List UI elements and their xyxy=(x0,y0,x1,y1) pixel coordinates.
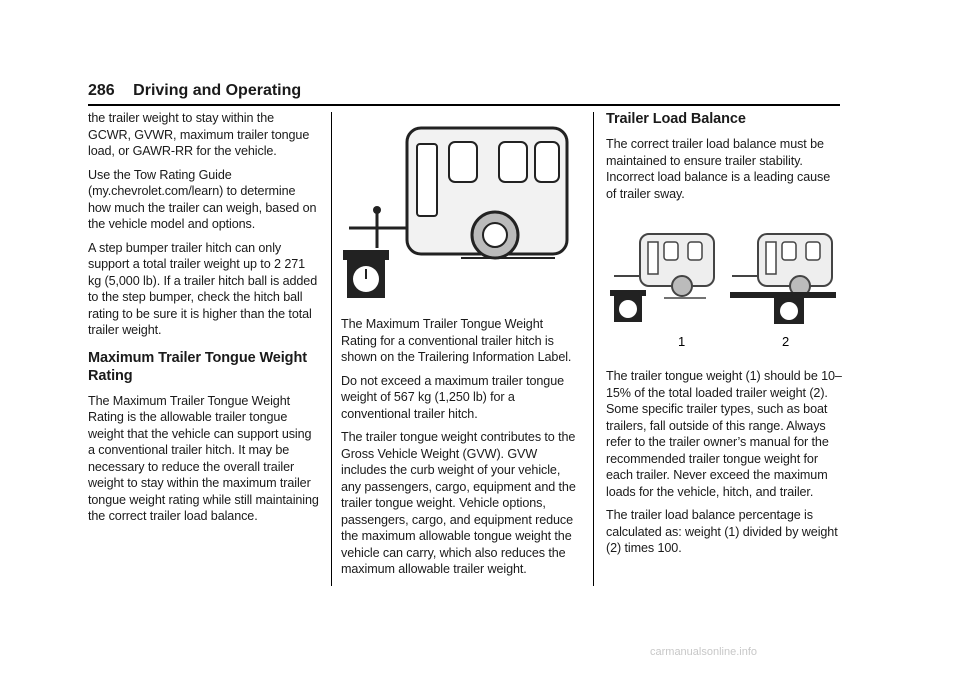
column-divider xyxy=(331,112,332,586)
page-header xyxy=(88,82,301,104)
heading-trailer-load-balance: Trailer Load Balance xyxy=(606,111,746,127)
paragraph-label-location: The Maximum Trailer Tongue Weight Rating for a conventional trailer hitch is shown on the Trailering Information Label. xyxy=(341,317,572,364)
section-title: Driving and Operating xyxy=(133,82,302,99)
paragraph-load-balance-intro: The correct trailer load balance must be maintained to ensure trailer stability. Incorrect load balance is a leading cause of trailer sway. xyxy=(606,137,831,201)
heading-max-tongue-weight: Maximum Trailer Tongue Weight Rating xyxy=(88,349,307,384)
page-number: 286 xyxy=(88,82,115,99)
paragraph-max-tongue-weight: The Maximum Trailer Tongue Weight Rating is the allowable trailer tongue weight that the vehicle can support using a conventional trailer hitch. It may be necessary to reduce the overall trailer weight to stay within the maximum trailer tongue weight rating while still maintaining the correct trailer load balance. xyxy=(88,393,319,523)
column-middle xyxy=(341,110,579,585)
header-rule xyxy=(88,104,840,106)
watermark: carmanualsonline.info xyxy=(650,646,758,658)
paragraph-step-bumper: A step bumper trailer hitch can only support a total trailer weight up to 2 271 kg (5,000 lb). If a trailer hitch ball is added to the step bumper, check the hitch ball rating to be sure it is higher than the total trailer weight. xyxy=(88,240,318,337)
load-balance-illustration xyxy=(606,212,842,354)
column-left xyxy=(88,110,320,532)
paragraph-weight-limits: the trailer weight to stay within the GCWR, GVWR, maximum trailer tongue load, or GAWR-RR for the vehicle. xyxy=(88,111,310,158)
figure-label-total: 2 xyxy=(782,334,790,349)
column-right xyxy=(606,110,842,564)
paragraph-max-567kg: Do not exceed a maximum trailer tongue weight of 567 kg (1,250 lb) for a conventional trailer hitch. xyxy=(341,373,564,421)
paragraph-gvw: The trailer tongue weight contributes to the Gross Vehicle Weight (GVW). GVW includes the curb weight of your vehicle, any passengers, cargo, equipment and the trailer tongue weight. Vehicle options, passengers, cargo, and equipment reduce the maximum allowable tongue weight the vehicle can carry, which also reduces the maximum allowable trailer weight. xyxy=(341,430,576,576)
trailer-tongue-scale-illustration xyxy=(341,110,579,310)
paragraph-tongue-percentage: The trailer tongue weight (1) should be 10–15% of the total loaded trailer weight (2). Some specific trailer types, such as boat trailers, fall outside of this range. Always refer to the trailer owner’s manual for the recommended trailer tongue weight for each trailer. Never exceed the maximum loads for the vehicle, hitch, and trailer. xyxy=(606,369,842,499)
column-divider xyxy=(593,112,594,586)
paragraph-balance-calculation: The trailer load balance percentage is calculated as: weight (1) divided by weight (2) times 100. xyxy=(606,508,838,555)
paragraph-tow-guide: Use the Tow Rating Guide (my.chevrolet.com/learn) to determine how much the trailer can weigh, based on the vehicle model and options. xyxy=(88,167,317,231)
figure-label-tongue: 1 xyxy=(678,334,686,349)
